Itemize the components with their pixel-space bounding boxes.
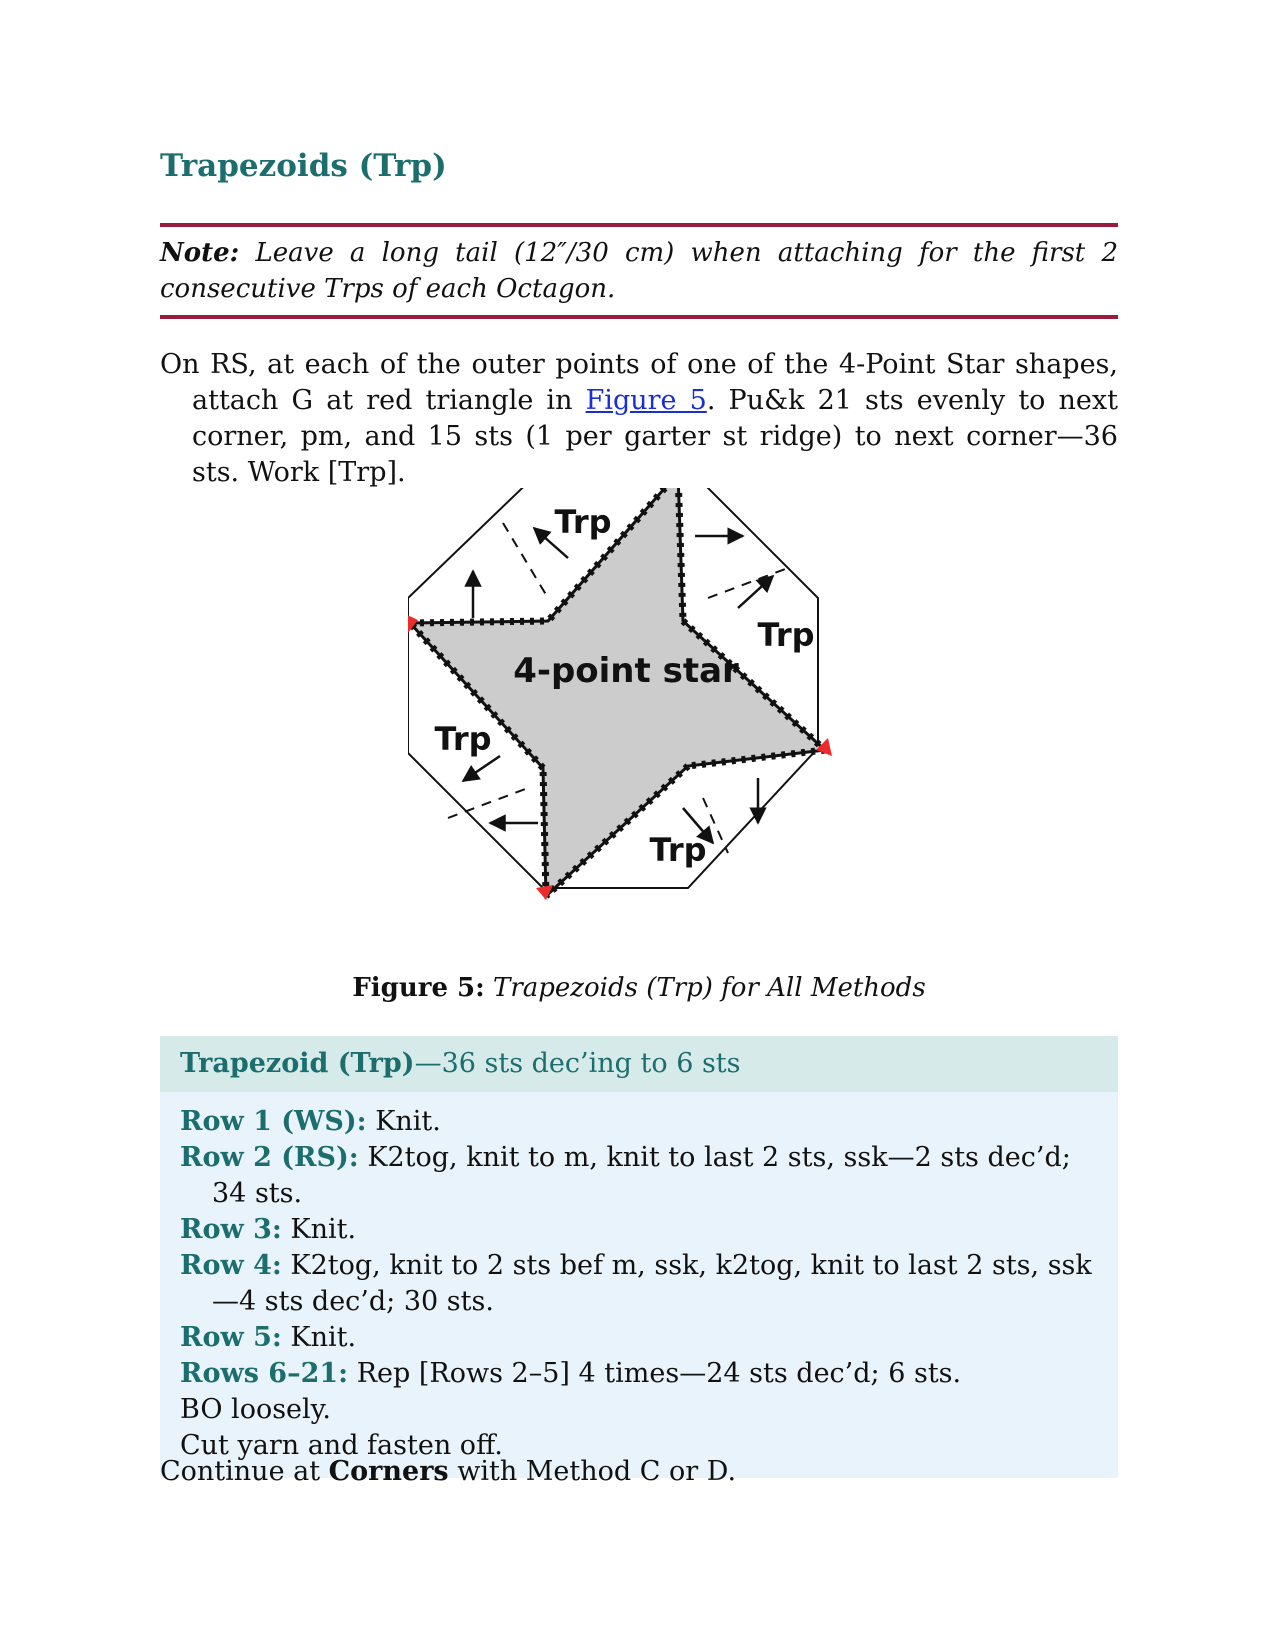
row-text: K2tog, knit to m, knit to last 2 sts, ssk—2 sts dec’d; 34 sts.	[212, 1142, 1071, 1209]
row-text: Knit.	[281, 1322, 357, 1353]
row-text: K2tog, knit to 2 sts bef m, ssk, k2tog, knit to last 2 sts, ssk—4 sts dec’d; 30 sts.	[212, 1250, 1092, 1317]
pattern-row	[180, 1248, 1098, 1320]
pattern-row	[180, 1104, 1098, 1140]
row-text: Rep [Rows 2–5] 4 times—24 sts dec’d; 6 sts.	[348, 1358, 962, 1389]
pattern-rows	[160, 1092, 1118, 1478]
caption-label: Figure 5:	[352, 973, 485, 1003]
star-center-label: 4-point star	[513, 651, 739, 691]
continue-before: Continue at	[160, 1456, 329, 1487]
pattern-row	[180, 1392, 1098, 1428]
pattern-row	[180, 1320, 1098, 1356]
row-text: Knit.	[366, 1106, 441, 1137]
figure-5-diagram	[408, 488, 868, 948]
corners-reference: Corners	[328, 1456, 449, 1487]
row-label: Row 2 (RS):	[180, 1142, 359, 1173]
row-label: Row 5:	[180, 1322, 282, 1353]
continue-text	[160, 1456, 736, 1487]
pattern-row	[180, 1140, 1098, 1212]
trp-label-bottom: Trp	[649, 831, 707, 869]
section-heading: Trapezoids (Trp)	[160, 148, 447, 184]
pattern-box	[160, 1036, 1118, 1478]
figure-caption	[160, 973, 1118, 1003]
caption-text: Trapezoids (Trp) for All Methods	[484, 973, 926, 1003]
row-text: BO loosely.	[180, 1394, 331, 1425]
figure-5-link[interactable]: Figure 5	[585, 385, 707, 416]
continue-after: with Method C or D.	[448, 1456, 737, 1487]
trp-label-top: Trp	[554, 503, 612, 541]
pattern-title-rest: —36 sts dec’ing to 6 sts	[414, 1048, 741, 1079]
pattern-row	[180, 1212, 1098, 1248]
note-label: Note:	[160, 238, 240, 268]
paragraph-text-2: . Pu&k 21 sts evenly to next corner, pm, and 15 sts (1 per garter st ridge) to next corner—36 sts. Work [Trp].	[192, 385, 1118, 488]
note-box	[160, 223, 1118, 319]
trp-label-left: Trp	[434, 720, 492, 758]
row-label: Row 3:	[180, 1214, 282, 1245]
trp-label-right: Trp	[757, 616, 815, 654]
row-label: Rows 6–21:	[180, 1358, 349, 1389]
row-label: Row 1 (WS):	[180, 1106, 367, 1137]
note-text: Leave a long tail (12″/30 cm) when attaching for the first 2 consecutive Trps of each Octagon.	[160, 238, 1118, 304]
paragraph-text-1: On RS, at each of the outer points of one of the 4-Point Star shapes, attach G at red triangle in	[160, 349, 1118, 416]
pattern-box-title	[160, 1036, 1118, 1092]
pattern-row	[180, 1356, 1098, 1392]
row-text: Knit.	[281, 1214, 357, 1245]
row-label: Row 4:	[180, 1250, 282, 1281]
row-text: Cut yarn and fasten off.	[180, 1430, 503, 1461]
pattern-title-bold: Trapezoid (Trp)	[180, 1048, 415, 1079]
instruction-paragraph	[160, 347, 1118, 491]
